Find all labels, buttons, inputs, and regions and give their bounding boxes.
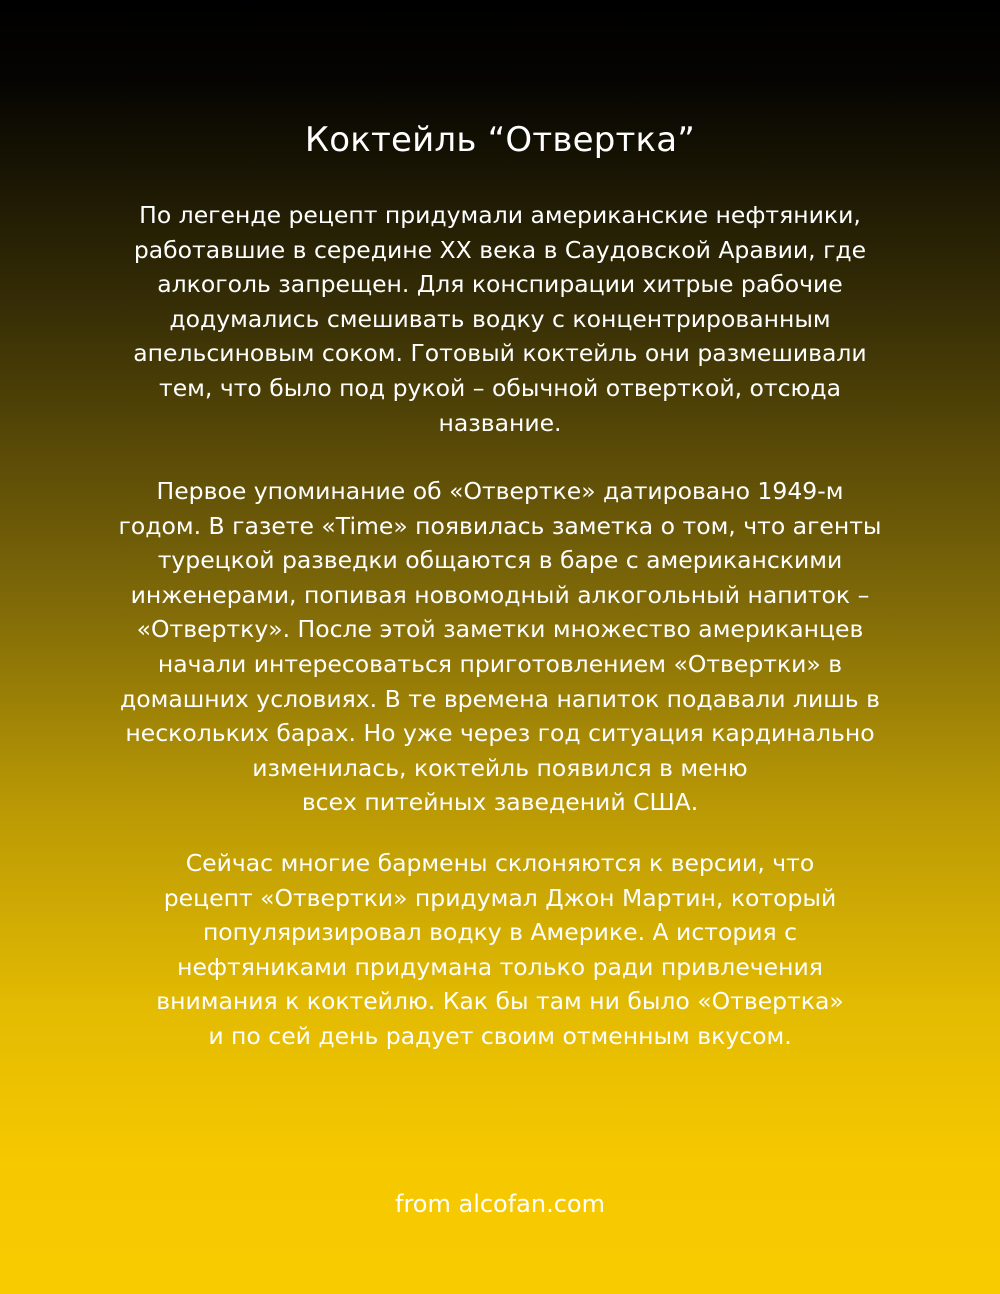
text-line: нефтяниками придумана только ради привлечения bbox=[177, 952, 823, 981]
text-line: тем, что было под рукой – обычной отверткой, отсюда bbox=[159, 373, 841, 402]
text-line: рецепт «Отвертки» придумал Джон Мартин, который bbox=[163, 883, 837, 912]
text-line: «Отвертку». После этой заметки множество американцев bbox=[136, 615, 864, 644]
text-line: турецкой разведки общаются в баре с американскими bbox=[157, 546, 843, 575]
text-line: изменилась, коктейль появился в меню bbox=[252, 753, 748, 782]
text-line: и по сей день радует своим отменным вкусом. bbox=[208, 1021, 792, 1050]
text-line: додумались смешивать водку с концентрированным bbox=[169, 304, 831, 333]
text-line: название. bbox=[438, 408, 562, 437]
text-line: Сейчас многие бармены склоняются к версии, что bbox=[185, 849, 815, 877]
page-title: Коктейль “Отвертка” bbox=[304, 120, 696, 160]
text-line: внимания к коктейлю. Как бы там ни было «Отвертка» bbox=[156, 987, 844, 1016]
text-line: работавшие в середине XX века в Саудовской Аравии, где bbox=[133, 235, 867, 264]
text-line: годом. В газете «Time» появилась заметка о том, что агенты bbox=[118, 511, 882, 540]
paragraph-version bbox=[90, 846, 910, 1054]
paragraph-legend bbox=[90, 198, 910, 440]
paragraph-history bbox=[90, 474, 910, 820]
text-line: инженерами, попивая новомодный алкогольный напиток – bbox=[130, 580, 870, 609]
text-line: Первое упоминание об «Отвертке» датировано 1949-м bbox=[156, 477, 844, 505]
text-line: популяризировал водку в Америке. А история с bbox=[202, 918, 798, 947]
text-line: нескольких барах. Но уже через год ситуация кардинально bbox=[125, 719, 875, 748]
text-line: По легенде рецепт придумали американские нефтяники, bbox=[139, 201, 861, 229]
text-line: домашних условиях. В те времена напиток подавали лишь в bbox=[120, 684, 880, 713]
text-line: алкоголь запрещен. Для конспирации хитрые рабочие bbox=[157, 270, 843, 299]
source-credit: from alcofan.com bbox=[395, 1190, 605, 1218]
text-line: апельсиновым соком. Готовый коктейль они размешивали bbox=[133, 339, 867, 368]
text-line: всех питейных заведений США. bbox=[301, 788, 699, 817]
text-line: начали интересоваться приготовлением «Отвертки» в bbox=[157, 649, 843, 678]
